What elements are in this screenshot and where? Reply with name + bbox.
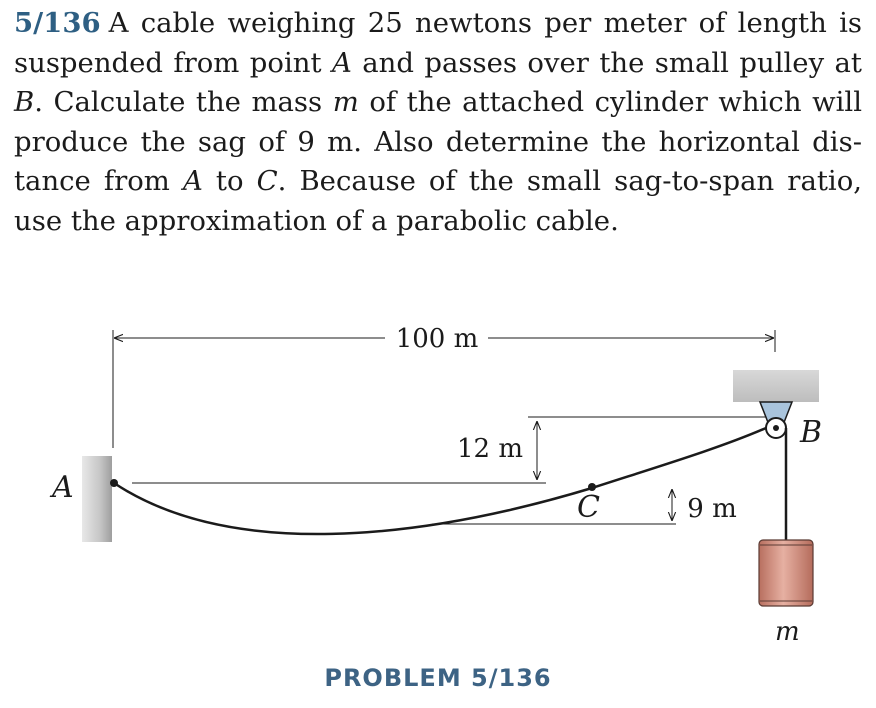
problem-caption: PROBLEM 5/136 [324, 664, 552, 692]
problem-text-segment: and passes over the small pulley at [351, 46, 862, 79]
problem-number: 5/136 [14, 7, 101, 39]
ceiling-support [733, 370, 819, 402]
problem-variable: A [331, 46, 352, 79]
problem-text-segment: . Because of the small sag-to-span ratio, use the approximation of a parabolic cable. [14, 165, 862, 237]
problem-variable: B [14, 86, 35, 118]
problem-text-segment: of the attached cylinder which will produce the sag of 9 m. Also determine the horizontal distance from [14, 86, 862, 197]
point-a-label: A [52, 470, 74, 505]
cylinder-mass [759, 540, 813, 606]
point-c-label: C [577, 490, 600, 525]
height-label: 12 m [456, 434, 524, 464]
sag-label: 9 m [687, 494, 737, 524]
point-b-label: B [800, 415, 823, 450]
problem-text-segment: A cable weighing 25 newtons per meter of length is suspended from point [14, 7, 862, 79]
problem-text-segment: to [202, 165, 257, 197]
mass-label: m [775, 617, 800, 647]
wall-support [82, 456, 112, 542]
problem-variable: m [332, 86, 359, 118]
problem-variable: A [182, 165, 203, 197]
problem-text-segment: . Calculate the mass [34, 86, 333, 118]
span-label: 100 m [395, 324, 479, 354]
pulley-center [773, 425, 779, 431]
point-a-marker [110, 479, 118, 487]
cable [114, 428, 766, 534]
problem-variable: C [256, 165, 278, 197]
